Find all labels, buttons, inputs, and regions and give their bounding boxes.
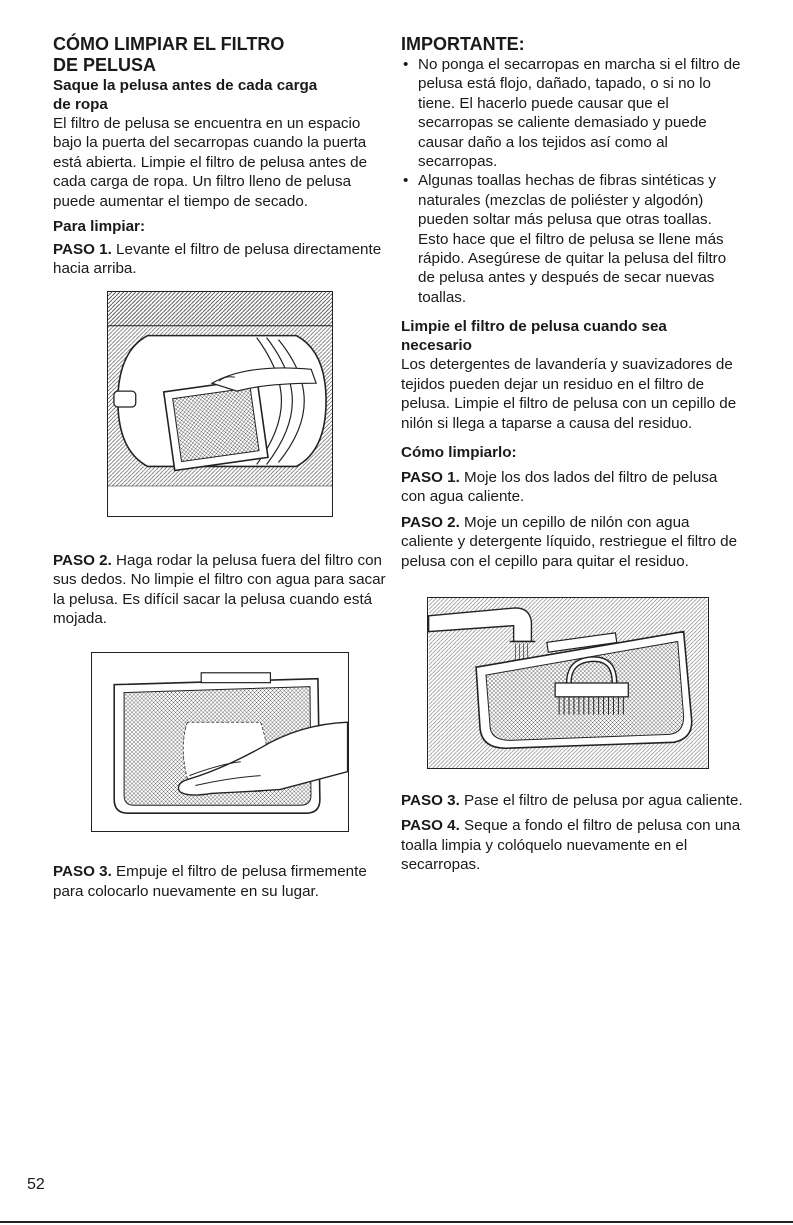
- bullet-icon: •: [403, 56, 409, 73]
- step-text: Pase el filtro de pelusa por agua caliente.: [464, 791, 743, 809]
- step-label: PASO 4.: [401, 817, 460, 835]
- step-text: Moje los dos lados del filtro de pelusa con agua caliente.: [401, 468, 718, 506]
- when-heading-line2: necesario: [401, 337, 472, 355]
- right-step1: [401, 468, 746, 507]
- section-subtitle-line2: de ropa: [53, 96, 108, 113]
- bottom-rule: [0, 1221, 793, 1223]
- section-subtitle: [53, 76, 391, 114]
- when-heading-line1: Limpie el filtro de pelusa cuando sea: [401, 318, 667, 336]
- step-label: PASO 3.: [401, 791, 460, 809]
- roll-lint-illustration: [92, 653, 348, 831]
- left-step3: [53, 862, 391, 901]
- bullet-text: No ponga el secarropas en marcha si el filtro de pelusa está flojo, dañado, tapado, o si no lo tiene. El hacerlo puede causar que el secarropas se caliente demasiado y puede causar daño a los tejidos así como al secarropas.: [418, 56, 741, 171]
- page-number: 52: [27, 1176, 45, 1193]
- how-heading: Cómo limpiarlo:: [401, 443, 517, 461]
- left-column: [53, 34, 391, 901]
- step-text: Moje un cepillo de nilón con agua caliente y detergente líquido, restriegue el filtro de pelusa con el cepillo para quitar el residuo.: [401, 513, 738, 570]
- important-heading: IMPORTANTE:: [401, 34, 525, 54]
- step-text: Haga rodar la pelusa fuera del filtro con sus dedos. No limpie el filtro con agua para sacar la pelusa. Es difícil sacar la pelusa cuando está mojada.: [53, 551, 386, 628]
- bullet-text: Algunas toallas hechas de fibras sintéticas y naturales (mezclas de poliéster y algodón) pueden soltar más pelusa que otras toallas. Esto hace que el filtro de pelusa se llene más rápido. Asegúrese de quitar la pelusa del filtro de pelusa antes y después de secar nuevas toallas.: [418, 172, 727, 306]
- step-label: PASO 2.: [401, 513, 460, 531]
- right-step2: [401, 513, 746, 571]
- brush-filter-illustration: [428, 598, 708, 768]
- step-label: PASO 3.: [53, 863, 112, 881]
- left-step2: [53, 551, 391, 629]
- figure-roll-lint: [91, 652, 349, 832]
- section-title-line2: DE PELUSA: [53, 55, 157, 75]
- bullet-icon: •: [403, 172, 409, 190]
- right-step4: [401, 816, 746, 874]
- lift-filter-illustration: [108, 292, 332, 516]
- list-item: [401, 55, 746, 171]
- when-heading: [401, 317, 746, 355]
- step-text: Empuje el filtro de pelusa firmemente para colocarlo nuevamente en su lugar.: [53, 863, 367, 900]
- figure-brush-filter: [427, 597, 709, 769]
- right-step3: [401, 791, 746, 810]
- when-paragraph: Los detergentes de lavandería y suavizadores de tejidos pueden dejar un residuo en el filtro de pelusa. Limpie el filtro de pelusa con un cepillo de nilón si llega a taparse a causa del residuo.: [401, 356, 737, 432]
- intro-paragraph: El filtro de pelusa se encuentra en un espacio bajo la puerta del secarropas cuando la puerta está abierta. Limpie el filtro de pelusa antes de cada carga de ropa. Un filtro lleno de pelusa puede aumentar el tiempo de secado.: [53, 115, 368, 210]
- step-text: Seque a fondo el filtro de pelusa con una toalla limpia y colóquelo nuevamente en el secarropas.: [401, 817, 741, 874]
- step-text: Levante el filtro de pelusa directamente hacia arriba.: [53, 241, 382, 278]
- section-title-line1: CÓMO LIMPIAR EL FILTRO: [53, 34, 285, 54]
- section-subtitle-line1: Saque la pelusa antes de cada carga: [53, 77, 318, 94]
- list-item: [401, 171, 746, 307]
- important-list: [401, 55, 746, 307]
- figure-lift-filter: [107, 291, 333, 517]
- step-label: PASO 2.: [53, 551, 112, 569]
- step-label: PASO 1.: [53, 241, 112, 259]
- section-title: [53, 34, 391, 76]
- left-step1: [53, 240, 391, 279]
- right-column: [401, 34, 746, 875]
- step-label: PASO 1.: [401, 468, 460, 486]
- clean-heading: Para limpiar:: [53, 218, 146, 236]
